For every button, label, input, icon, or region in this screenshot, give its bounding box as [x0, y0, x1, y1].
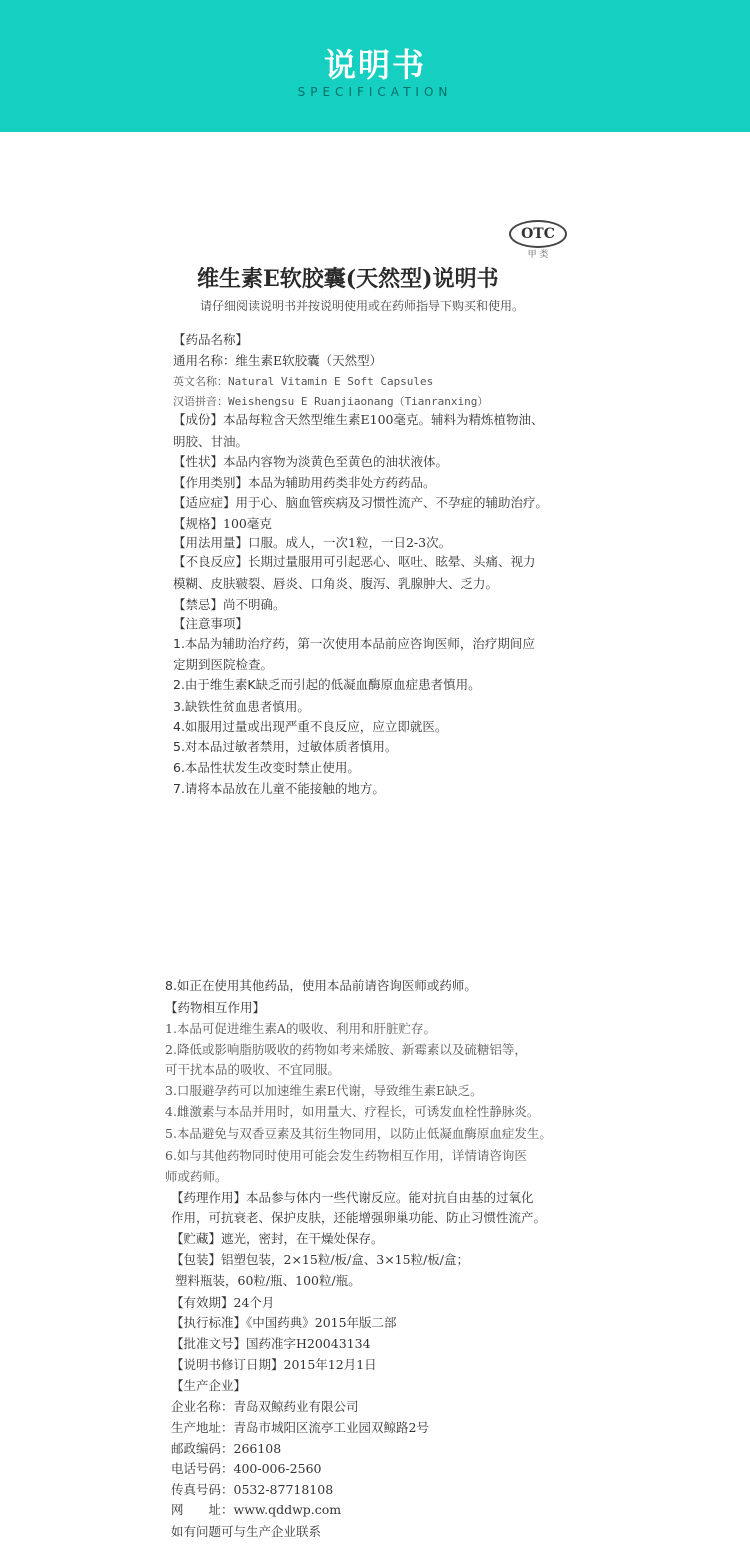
- banner-title: 说明书: [323, 46, 426, 84]
- text-line: 5.本品避免与双香豆素及其衍生物同用，以防止低凝血酶原血症发生。: [165, 1126, 552, 1141]
- text-line: 【说明书修订日期】2015年12月1日: [171, 1357, 377, 1372]
- text-line: 3.缺铁性贫血患者慎用。: [173, 699, 310, 714]
- text-line: 2.由于维生素K缺乏而引起的低凝血酶原血症患者慎用。: [173, 677, 481, 692]
- banner-subtitle: SPECIFICATION: [297, 85, 453, 99]
- text-line: 6.如与其他药物同时使用可能会发生药物相互作用，详情请咨询医: [165, 1148, 527, 1163]
- otc-class-label: 甲 类: [527, 250, 549, 260]
- text-line: 师或药师。: [165, 1169, 228, 1184]
- text-line: 【执行标准】《中国药典》2015年版二部: [171, 1315, 397, 1330]
- text-line: 【贮藏】遮光，密封，在干燥处保存。: [171, 1231, 384, 1246]
- text-line: 【生产企业】: [171, 1378, 247, 1393]
- text-line: 【不良反应】长期过量服用可引起恶心、呕吐、眩晕、头痛、视力: [173, 554, 536, 569]
- text-line: 塑料瓶装，60粒/瓶、100粒/瓶。: [175, 1273, 361, 1288]
- text-line: 4.雌激素与本品并用时，如用量大、疗程长，可诱发血栓性静脉炎。: [165, 1104, 540, 1119]
- text-line: 2.降低或影响脂肪吸收的药物如考来烯胺、新霉素以及硫糖铝等，: [165, 1042, 527, 1057]
- text-line: 【有效期】24个月: [171, 1295, 275, 1310]
- text-line: 电话号码：400-006-2560: [171, 1461, 322, 1476]
- header-banner: [0, 0, 750, 132]
- text-line: 7.请将本品放在儿童不能接触的地方。: [173, 781, 385, 796]
- text-line: 8.如正在使用其他药品，使用本品前请咨询医师或药师。: [165, 978, 477, 993]
- text-line: 汉语拼音：Weishengsu E Ruanjiaonang（Tianranxing）: [173, 395, 489, 408]
- text-line: 【批准文号】国药准字H20043134: [171, 1336, 371, 1351]
- text-line: 【注意事项】: [173, 616, 249, 631]
- text-line: 【药物相互作用】: [165, 1000, 266, 1015]
- text-line: 3.口服避孕药可以加速维生素E代谢，导致维生素E缺乏。: [165, 1083, 483, 1098]
- text-line: 【规格】100毫克: [173, 516, 272, 531]
- text-line: 1.本品可促进维生素A的吸收、利用和肝脏贮存。: [165, 1021, 436, 1036]
- text-line: 【适应症】用于心、脑血管疾病及习惯性流产、不孕症的辅助治疗。: [173, 495, 549, 510]
- text-line: 可干扰本品的吸收、不宜同服。: [165, 1062, 341, 1077]
- text-line: 作用，可抗衰老、保护皮肤，还能增强卵巢功能、防止习惯性流产。: [171, 1210, 547, 1225]
- text-line: 5.对本品过敏者禁用，过敏体质者慎用。: [173, 739, 398, 754]
- text-line: 邮政编码：266108: [171, 1441, 282, 1456]
- text-line: 1.本品为辅助治疗药，第一次使用本品前应咨询医师，治疗期间应: [173, 636, 535, 651]
- text-line: 【用法用量】口服。成人，一次1粒，一日2-3次。: [173, 535, 452, 550]
- text-line: 英文名称：Natural Vitamin E Soft Capsules: [173, 375, 434, 388]
- document-title: 维生素E软胶囊(天然型)说明书: [197, 266, 499, 292]
- text-line: 【成份】本品每粒含天然型维生素E100毫克。辅料为精炼植物油、: [173, 412, 544, 427]
- text-line: 【药品名称】: [173, 332, 249, 347]
- text-line: 【性状】本品内容物为淡黄色至黄色的油状液体。: [173, 454, 449, 469]
- text-line: 6.本品性状发生改变时禁止使用。: [173, 760, 360, 775]
- text-line: 模糊、皮肤皲裂、唇炎、口角炎、腹泻、乳腺肿大、乏力。: [173, 576, 499, 591]
- contact-note: 如有问题可与生产企业联系: [171, 1524, 322, 1539]
- text-line: 明胶、甘油。: [173, 434, 249, 449]
- document-subtitle: 请仔细阅读说明书并按说明使用或在药师指导下购买和使用。: [200, 299, 525, 313]
- text-line: 企业名称：青岛双鲸药业有限公司: [171, 1399, 359, 1414]
- text-line: 网 址：www.qddwp.com: [171, 1502, 342, 1517]
- text-line: 【禁忌】尚不明确。: [173, 597, 286, 612]
- otc-badge: OTC: [509, 220, 567, 248]
- text-line: 定期到医院检查。: [173, 657, 274, 672]
- text-line: 生产地址：青岛市城阳区流亭工业园双鲸路2号: [171, 1420, 429, 1435]
- text-line: 【作用类别】本品为辅助用药类非处方药药品。: [173, 475, 436, 490]
- text-line: 【药理作用】本品参与体内一些代谢反应。能对抗自由基的过氧化: [171, 1190, 534, 1205]
- text-line: 通用名称：维生素E软胶囊（天然型）: [173, 353, 383, 368]
- text-line: 4.如服用过量或出现严重不良反应，应立即就医。: [173, 719, 448, 734]
- text-line: 【包装】铝塑包装，2×15粒/板/盒、3×15粒/板/盒；: [171, 1252, 470, 1267]
- text-line: 传真号码：0532-87718108: [171, 1482, 334, 1497]
